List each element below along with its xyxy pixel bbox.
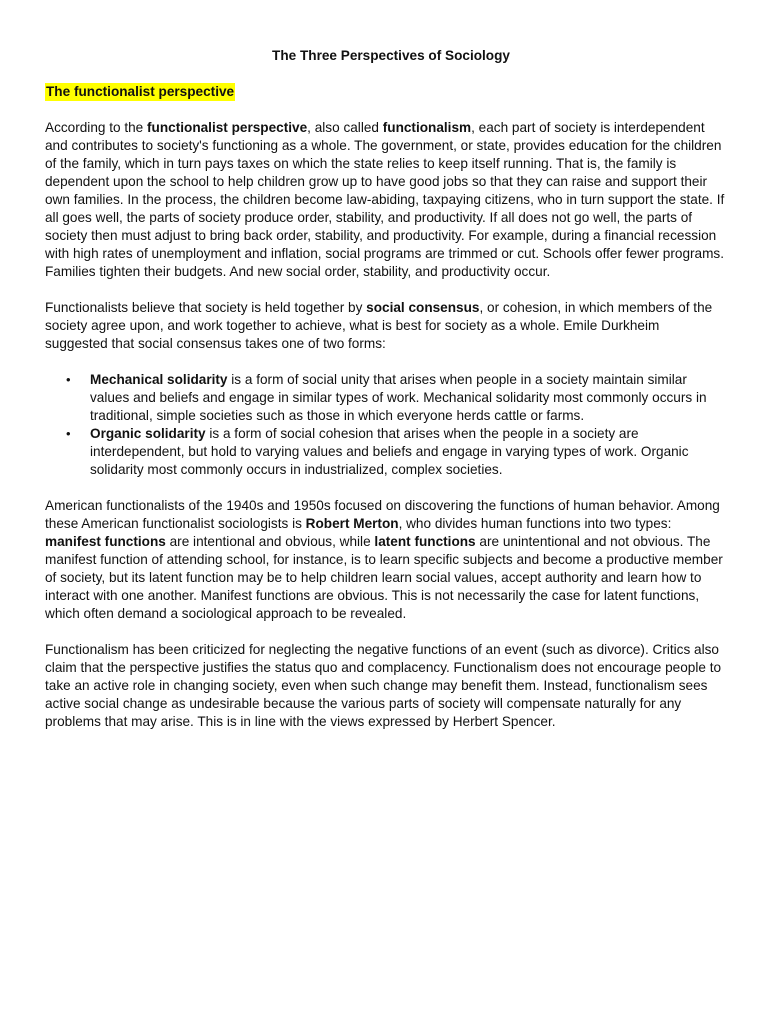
document-title: The Three Perspectives of Sociology [272,48,510,63]
p3-text-2: , who divides human functions into two types: [398,516,672,531]
paragraph-functionalism-definition [45,119,725,281]
p1-text-3: , each part of society is interdependent and contributes to society's functioning as a whole. The government, or state, provides education for the children of the family, which in turn pays taxes on which the state relies to keep itself running. That is, the family is dependent upon the school to help children grow up to have good jobs so that they can raise and support their own families. In the process, the children become law-abiding, taxpaying citizens, who in turn support the state. If all goes well, the parts of society produce order, stability, and productivity. If all does not go well, the parts of society then must adjust to bring back order, stability, and productivity. For example, during a financial recession with high rates of unemployment and inflation, social programs are trimmed or cut. Schools offer fewer programs. Families tighten their budgets. And new social order, stability, and productivity occur. [45,120,725,279]
bullet-item-organic-solidarity [45,425,725,479]
term-organic-solidarity: Organic solidarity [90,426,206,441]
paragraph-american-functionalists [45,497,725,623]
term-robert-merton: Robert Merton [305,516,399,531]
term-functionalist-perspective: functionalist perspective [147,120,308,135]
p3-text-4: are unintentional and not obvious. The manifest function of attending school, for instance, is to learn specific subjects and become a productive member of society, but its latent function may be to help children learn social values, accept authority and learn how to interact with one another. Manifest functions are obvious. This is not necessarily the case for latent functions, which often demand a sociological approach to be revealed. [45,534,723,621]
section-heading-wrapper [45,83,725,101]
bullet-text: is a form of social cohesion that arises when the people in a society are interdependent, but hold to varying values and beliefs and engage in varying types of work. Organic solidarity most commonly occurs in industrialized, complex societies. [90,426,689,477]
term-functionalism: functionalism [382,120,472,135]
paragraph-social-consensus [45,299,725,353]
term-social-consensus: social consensus [366,300,480,315]
document-page [45,47,725,749]
paragraph-criticism: Functionalism has been criticized for neglecting the negative functions of an event (such as divorce). Critics also claim that the perspective justifies the status quo and complacency. Functionalism does not encourage people to take an active role in changing society, even when such change may benefit them. Instead, functionalism sees active social change as undesirable because the various parts of society will compensate naturally for any problems that may arise. This is in line with the views expressed by Herbert Spencer. [45,642,722,729]
solidarity-bullet-list [45,371,725,479]
term-mechanical-solidarity: Mechanical solidarity [90,372,228,387]
bullet-text: is a form of social unity that arises when people in a society maintain similar values and beliefs and engage in similar types of work. Mechanical solidarity most commonly occurs in traditional, simple societies such as those in which everyone herds cattle or farms. [90,372,707,423]
p3-text-3: are intentional and obvious, while [165,534,375,549]
p3-text-1: American functionalists of the 1940s and 1950s focused on discovering the functions of human behavior. Among these American functionalist sociologists is [45,498,720,531]
p2-text-1: Functionalists believe that society is held together by [45,300,367,315]
p1-text-1: According to the [45,120,148,135]
p2-text-2: , or cohesion, in which members of the society agree upon, and work together to achieve, what is best for society as a whole. Emile Durkheim suggested that social consensus takes one of two forms: [45,300,713,351]
p1-text-2: , also called [307,120,383,135]
bullet-item-mechanical-solidarity [45,371,725,425]
section-heading-highlighted: The functionalist perspective [46,84,235,99]
bullet-icon: • [66,372,71,387]
term-manifest-functions: manifest functions [45,534,166,549]
term-latent-functions: latent functions [374,534,476,549]
bullet-icon: • [66,426,71,441]
